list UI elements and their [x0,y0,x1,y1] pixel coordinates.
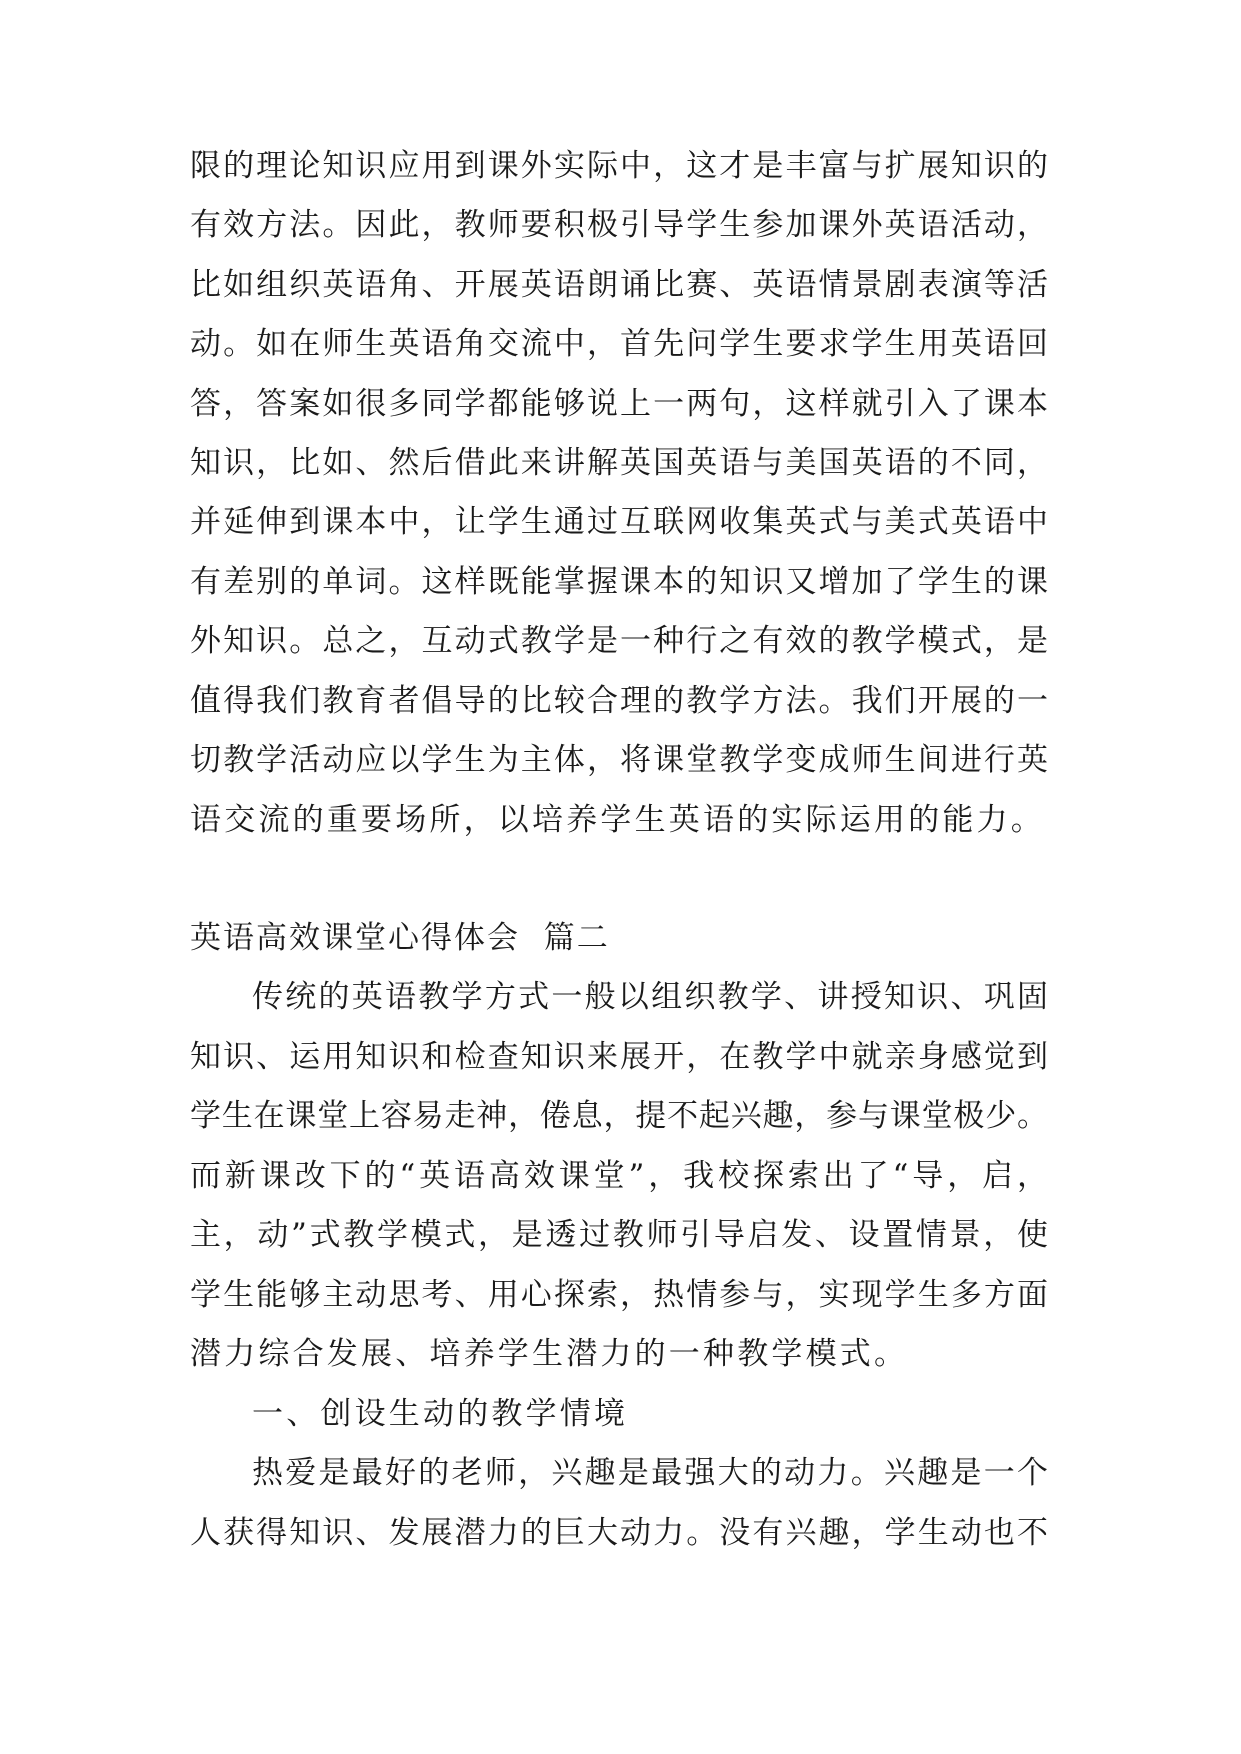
text-line: 有差别的单词。这样既能掌握课本的知识又增加了学生的课 [190,564,1048,600]
text-line: 值得我们教育者倡导的比较合理的教学方法。我们开展的一 [190,683,1048,719]
text-line: 人获得知识、发展潜力的巨大动力。没有兴趣，学生动也不 [190,1515,1048,1551]
text-line: 潜力综合发展、培养学生潜力的一种教学模式。 [190,1336,909,1372]
text-line: 学生能够主动思考、用心探索，热情参与，实现学生多方面 [190,1277,1048,1313]
text-line: 知识、运用知识和检查知识来展开，在教学中就亲身感觉到 [190,1039,1048,1075]
text-line: 语交流的重要场所，以培养学生英语的实际运用的能力。 [190,802,1045,838]
text-line: 答，答案如很多同学都能够说上一两句，这样就引入了课本 [190,386,1048,422]
text-line: 并延伸到课本中，让学生通过互联网收集英式与美式英语中 [190,504,1048,540]
text-line: 知识，比如、然后借此来讲解英国英语与美国英语的不同， [190,445,1048,481]
subheading: 一、创设生动的教学情境 [252,1396,629,1432]
text-line: 外知识。总之，互动式教学是一种行之有效的教学模式，是 [190,623,1048,659]
text-line: 动。如在师生英语角交流中，首先问学生要求学生用英语回 [190,326,1048,362]
text-line: 传统的英语教学方式一般以组织教学、讲授知识、巩固 [252,979,1048,1015]
text-line: 热爱是最好的老师，兴趣是最强大的动力。兴趣是一个 [252,1455,1048,1491]
text-line: 切教学活动应以学生为主体，将课堂教学变成师生间进行英 [190,742,1048,778]
text-line: 有效方法。因此，教师要积极引导学生参加课外英语活动， [190,207,1048,243]
section-title: 英语高效课堂心得体会 篇二 [190,920,610,956]
text-line: 限的理论知识应用到课外实际中，这才是丰富与扩展知识的 [190,148,1048,184]
text-line: 比如组织英语角、开展英语朗诵比赛、英语情景剧表演等活 [190,267,1048,303]
text-line: 学生在课堂上容易走神，倦息，提不起兴趣，参与课堂极少。 [190,1098,1048,1134]
text-line: 主，动”式教学模式，是透过教师引导启发、设置情景，使 [190,1217,1048,1253]
text-line: 而新课改下的“英语高效课堂”，我校探索出了“导，启， [190,1158,1048,1194]
